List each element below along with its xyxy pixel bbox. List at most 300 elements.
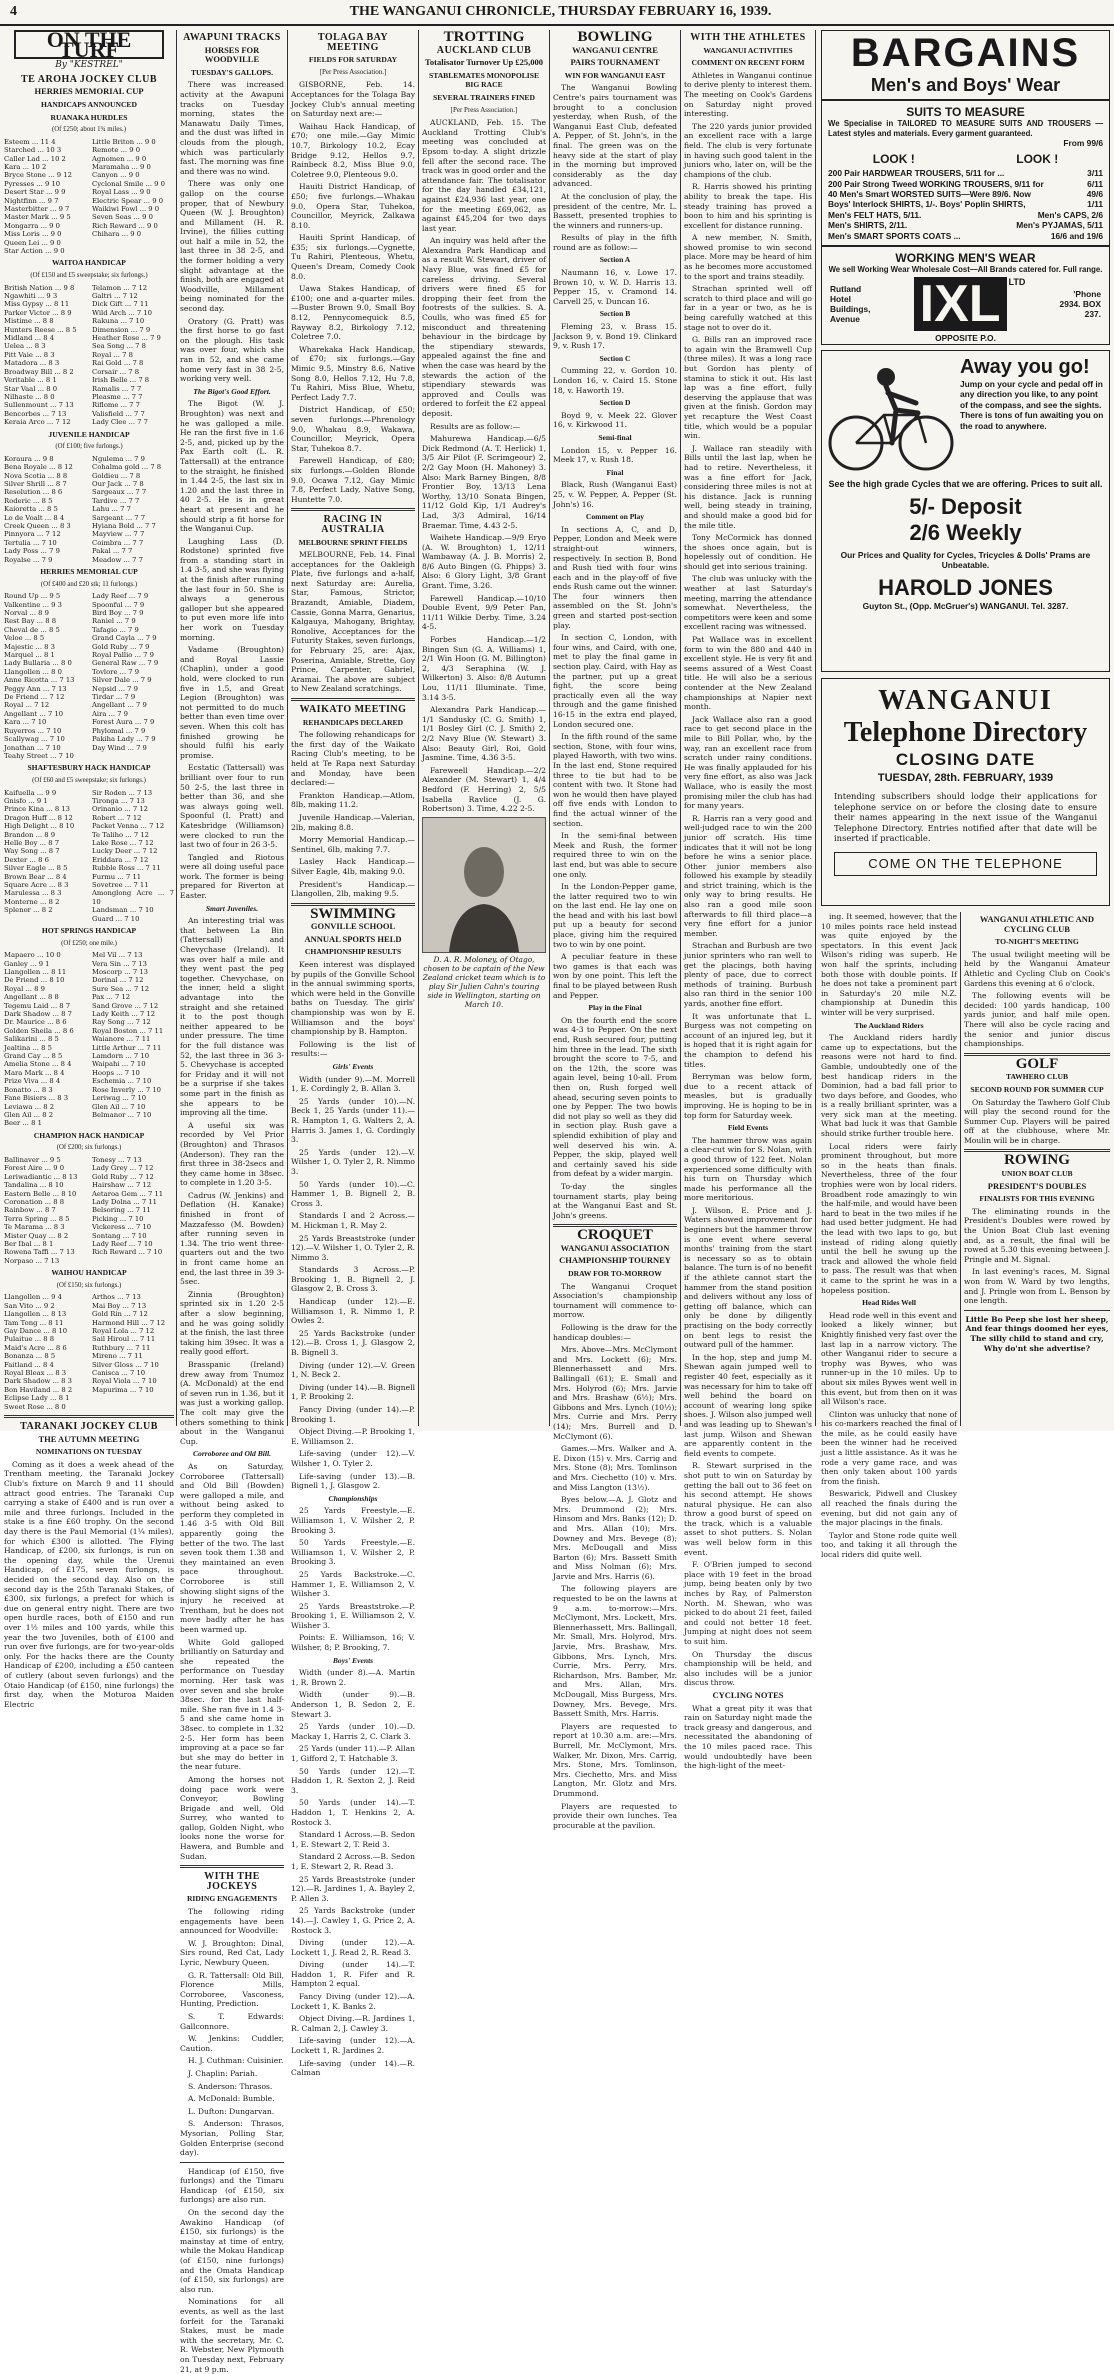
subhead: Section A — [599, 255, 631, 265]
runner-entry: Salikarini ... 8 5 — [4, 1035, 59, 1044]
runner-entry: Pleasme ... 7 7 — [92, 392, 143, 401]
runner-entry: Llangollen ... 8 13 — [4, 1310, 67, 1319]
runner-entry: Dick Gift ... 7 11 — [92, 300, 149, 309]
ad-come-on-telephone: COME ON THE TELEPHONE — [834, 852, 1097, 876]
runner-entry: Raniel ... 7 9 — [92, 617, 136, 626]
article-text: What a great pity it was that rain on Saturday night made the track greasy and dangerous, and necessitated the abandoning of the 10 miles paced race. This would undoubtedly have been the high-light of the meet- — [684, 1703, 812, 1771]
runner-entry: Rubble Ross ... 7 11 — [92, 864, 161, 873]
runner-entry: Angellant ... 8 8 — [4, 993, 59, 1002]
runner-entry: High Delight ... 8 10 — [4, 822, 75, 831]
article-text: Width (under 9).—M. Morrell 1, E. Cordingly 2, B. Allan 3. — [291, 1074, 415, 1094]
runner-entry: Tonesy ... 7 13 — [92, 1155, 142, 1164]
race-conditions: (Of £150; six furlongs.) — [56, 1281, 122, 1289]
page-number: 4 — [10, 4, 17, 19]
byline: By "KESTREL" — [55, 60, 123, 71]
runner-entry: Agnomen ... 9 0 — [92, 154, 147, 163]
headline-trotting: TROTTING — [443, 29, 525, 45]
subhead: PAIRS TOURNAMENT — [570, 57, 660, 68]
article-text: Standard 1 Across.—B. Sedon 1, E. Stewart 2, T. Reid 3. — [291, 1830, 415, 1849]
runner-entry: Queen Lei ... 9 0 — [4, 238, 61, 247]
runner-entry: Llangollen ... 9 4 — [4, 1293, 62, 1302]
runner-entry: Rainbow ... 8 7 — [4, 1206, 56, 1215]
ad-item-text: 6/11 — [1087, 178, 1103, 189]
race-conditions: (Of £60 and £5 sweepstake; six furlongs.) — [32, 776, 146, 784]
runner-entry: Hunters Reese ... 8 5 — [4, 325, 77, 334]
race-name: HERRIES MEMORIAL CUP — [40, 567, 138, 576]
runner-entry: Pyresses ... 9 10 — [4, 179, 61, 188]
runner-entry: Lucky Deer ... 7 12 — [92, 847, 158, 856]
article-text: 25 Yards Backstroke (under 14).—J. Cawley 1, G. Price 2, A. Rostock 3. — [291, 1906, 415, 1935]
article-text: Forbes Handicap.—1/2 Bingen Sun (G. A. Williams) 1, 2/1 Win Hoon (G. M. Billington) 2, 4/3 Seraphina (W. J. Wilkerton) 3. Also: 8/8 Autumn Lou, 11/11 Illuminate. Time, 3.14 3-5. — [422, 635, 546, 702]
subhead: STABLEMATES MONOPOLISE BIG RACE — [428, 70, 540, 90]
masthead-title: THE WANGANUI CHRONICLE, THURSDAY FEBRUARY 16, 1939. — [349, 4, 772, 19]
article-text: 25 Yards (under 12).—V. Wilsher 1, O. Tyler 2, R. Nimmo 3. — [291, 1147, 415, 1176]
runner-entry: Coimbra ... 7 7 — [92, 538, 144, 547]
ad-item-text: 200 Pair HARDWEAR TROUSERS, 5/11 for ... — [828, 168, 1005, 179]
advertisement-telephone-directory — [821, 678, 1110, 906]
article-text: Ecstatic (Tattersall) was brilliant over four to run 50 2-5, the last three in better than 36, and she was always going well. Spoonful (I. Pratt) and Katesbridge (Williamson) were clocked to run the last two of four in 26 3-5. — [180, 763, 284, 850]
runner-entry: Nova Scotia ... 8 8 — [4, 471, 68, 480]
article-text: Standard 2 Across.—B. Sedon 1, E. Stewart 2, R. Read 3. — [291, 1852, 415, 1871]
runner-list — [4, 951, 174, 1128]
runner-entry: Kaifuella ... 9 9 — [4, 788, 57, 797]
column-trotting — [422, 30, 546, 1426]
article-text: Life-saving (under 12).—V. Wilsher 1, O. Tyler 2. — [291, 1449, 415, 1468]
article-text: At the conclusion of play, the president of the centre, Mr. L. Bassett, presented trophies to the winners and runners-up. — [553, 191, 677, 230]
runner-entry: Star Action ... 9 0 — [4, 247, 65, 256]
runner-entry: Telamon ... 7 12 — [92, 283, 148, 292]
ad-item-text: Men's PYJAMAS, 5/11 — [1016, 220, 1103, 231]
subhead: HORSES FOR WOODVILLE — [204, 44, 260, 65]
ad-closing-date: CLOSING DATE — [895, 750, 1036, 769]
runner-entry: Lady Reef ... 7 9 — [92, 592, 149, 601]
runner-list — [4, 1156, 174, 1265]
runner-entry: Bonatto ... 8 3 — [4, 1085, 53, 1094]
runner-entry: Bryce Stone ... 9 12 — [4, 171, 72, 180]
race-name: CHAMPION HACK HANDICAP — [33, 1130, 145, 1140]
runner-entry: Lady Poss ... 7 9 — [4, 547, 60, 556]
subhead: COMMENT ON RECENT FORM — [691, 58, 805, 68]
article-text: 25 Yards (under 10).—D. Mackay 1, Harris 2, C. Clark 3. — [291, 1722, 415, 1741]
race-conditions: (Of £400 and £20 stk; 11 furlongs.) — [40, 580, 138, 588]
runner-entry: Sir Roden ... 7 13 — [92, 788, 153, 797]
article-text: Alexandra Park Handicap.—1/1 Sandusky (C. G. Smith) 1, 1/1 Bosley Girl (C. J. Smith) 2, 2/2 Navy Blue (W. Stewart) 3. Also: Beauty Girl, Roi, Gold Jasmine. Time, 4.36 3-5. — [422, 705, 546, 763]
race-name: RUANAKA HURDLES — [50, 112, 128, 122]
headline-cup: HERRIES MEMORIAL CUP — [34, 86, 144, 97]
article-text: Diving (under 12).—A. Lockett 1, J. Read 2, R. Read 3. — [291, 1938, 415, 1957]
article-text: Clinton was unlucky that none of his co-markers reached the final of the mile, as he could easily have been the winner had he received just a little assistance. As it was he rode a very game race, and was then only taken about 100 yards from the finish. — [821, 1409, 957, 1486]
article-text: Lasley Hack Handicap.—Silver Eagle, 4lb, making 9.0. — [291, 857, 415, 876]
article-text: White Gold galloped brilliantly on Saturday and she repeated the performance on Tuesday morning. Her task was over seven and she broke 38sec. for the last half-mile. She ran five in 1.4 3-5 and she came home in 38sec. to complete in 1.32 2-5. Her form has been improving at a pace so far but she may do better in the near future. — [180, 1637, 284, 1772]
article-text: R. Harris ran a very good and well-judged race to win the 200 junior off scratch. His time indicates that it will not be long before he wins a senior place. Other junior members also followed his example by steadily and strict training, which is the only way to bring results. He also ran a good mile soon afterwards to fill third place—a very fine effort for a junior member. — [684, 813, 812, 938]
photo-caption: D. A. R. Moloney, of Otago, chosen to be captain of the New Zealand cricket team which is to play Sir Julien Cahn's touring side in Wellington, starting on March 10. — [422, 954, 546, 1009]
article-text: 25 Yards Freestyle.—E. Williamson 1, V. Wilsher 2, P. Brooking 3. — [291, 1506, 415, 1535]
article-text: MELBOURNE, Feb. 14. Final acceptances for the Oakleigh Plate, five furlongs and a-half, next Saturday are: Aurelia, Star, Famous, Strictor, Brazandt, Amiable, Diadem, Cassie, Gonna Marra, Genarius, Kalgauya, Mahogany, Brightay, Ronolive, Acceptances for the Futurity Stakes, seven furlongs, for February 25, are: Ajax, Poserina, Amiable, Strette, Goy Prince, Carpenter, Gabriel, Aramai. The above are subject to New Zealand scratchings. — [291, 550, 415, 694]
runner-entry: Ramalis ... 7 7 — [92, 384, 142, 393]
runner-entry: Fane Bisiers ... 8 3 — [4, 1094, 69, 1103]
headline-handicaps: HANDICAPS ANNOUNCED — [41, 99, 137, 109]
runner-entry: Cheval de ... 8 5 — [4, 625, 60, 634]
runner-entry: Llangollen ... 8 11 — [4, 968, 67, 976]
runner-entry: Caller Lad ... 10 2 — [4, 154, 66, 163]
ad-headline: Away you go! — [960, 356, 1090, 378]
runner-entry: Amelia Stone ... 8 4 — [4, 1060, 72, 1069]
article-text: J. Wallace ran steadily with Bills until the last lap, when he had to retire. Nevertheless, it was a fine effort for Jack, considering three miles is not at his distance. Jack is running well, being steady in training, and should make a good bid for the mile title. — [684, 443, 812, 530]
article-text: H. J. Cuthman: Cuisinier. — [188, 2056, 284, 2066]
ad-look: LOOK ! — [1016, 152, 1059, 167]
article-text: J. Chaplin: Pariah. — [188, 2068, 258, 2078]
runner-entry: Silver Shrill ... 8 7 — [4, 479, 67, 488]
runner-entry: Sargeant ... 7 7 — [92, 513, 146, 522]
runner-entry: Mel Vil ... 7 13 — [92, 951, 143, 960]
runner-entry: Creek Queen ... 8 3 — [4, 521, 71, 530]
headline-athletes: WITH THE ATHLETES — [690, 32, 806, 43]
article-text: Games.—Mrs. Walker and A. E. Dixon (15) v. Mrs. Carrig and Mrs. Stone (8); Mrs. Tomlinson and Mrs. Ciechetto (10) v. Mrs. and Miss Langton (13½). — [553, 1444, 677, 1492]
article-text: Uawa Stakes Handicap, of £100; one and a-quarter miles.—Buster Brown 9.0, Small Boy 8.12, Pennycomequick 8.5, Rayway 8.2, Birkology 7.12, Coletree 7.0. — [291, 284, 415, 342]
runner-entry: Splenor ... 8 2 — [4, 906, 53, 915]
ad-opposite: OPPOSITE P.O. — [935, 332, 996, 343]
runner-entry: Square Acre ... 8 3 — [4, 880, 69, 889]
column-cycling-continued — [821, 912, 957, 1559]
runner-entry: Prize Viva ... 8 4 — [4, 1077, 61, 1086]
article-text: Waihau Hack Handicap, of £70; one mile.—Gay Mimic 10.7, Birkology 10.2, Ecay Bridge 9.12, Hellos 9.7, Rainbeck 8.2, Miss Blue 9.0, Coletree 9.0, Plenteous 9.0. — [291, 121, 415, 179]
article-text: Wharekaka Hack Handicap, of £70; six furlongs.—Gay Mimic 9.5, Minstry 8.6, Native Song 8.0, Hellos 7.12, Hu 7.8, Tu Rahiri, Miss Blue, Whetu, Perfect Lady 7.7. — [291, 344, 415, 402]
runner-entry: Monterne ... 8 2 — [4, 897, 60, 906]
article-text: District Handicap, of £50; seven furlongs.—Phrenology 9.0, Whakau 8.9, Wakawa, Councillor, Meyrick, Opera Star, Tuhekoa 8.7. — [291, 405, 415, 453]
press-line: [Per Press Association.] — [319, 67, 387, 76]
subhead: GONVILLE SCHOOL — [310, 921, 396, 932]
article-text: 50 Yards Freestyle.—E. Williamson 1, V. Wilsher 2, P. Brooking 3. — [291, 1538, 415, 1567]
article-text: Object Diving.—P. Brooking 1, E. Williamson 2. — [291, 1427, 415, 1446]
runner-entry: Veloe ... 8 5 — [4, 634, 45, 643]
runner-entry: Tandalina ... 8 10 — [4, 1181, 64, 1190]
runner-entry: Golden Sheila ... 8 6 — [4, 1026, 74, 1035]
article-text: On Saturday the Tawhero Golf Club will play the second round for the Summer Cup. Players will be paired off at the clubhouse, where Mr. Moulin will be in charge. — [964, 1097, 1110, 1145]
article-text: London 15, v. Pepper 16. Meek 17, v. Rush 18. — [553, 445, 677, 465]
ad-item-row — [822, 210, 1109, 220]
subhead: WANGANUI CENTRE — [572, 44, 658, 55]
runner-entry: Resolution ... 8 6 — [4, 488, 63, 497]
article-text: Among the horses not doing pace work were Conveyor, Bowling Brigade and well, Old Surrey, who wanted to gallop, Golden Night, who looks none the worse for Hawera, and Bumble and Sudan. — [180, 1774, 284, 1861]
runner-entry: Way Song ... 8 7 — [4, 847, 60, 856]
article-text: Athletes in Wanganui continue to derive plenty to interest them. The meeting on Cook's Gardens on Saturday night proved interesting. — [684, 70, 812, 119]
runner-entry: Matadora ... 8 3 — [4, 359, 60, 368]
runner-entry: Dorinal ... 7 12 — [92, 976, 144, 985]
article-text: Laughing Lass (D. Rodstone) sprinted five from a standing start in 1.4 3-5, and she was flying at the finish after running the last four in 50. She is always a generous galloper but she appeared to put even more life into her work on Tuesday morning. — [180, 536, 284, 642]
ad-date: TUESDAY, 28th. FEBRUARY, 1939 — [877, 772, 1054, 784]
runner-entry: Cyclonal Smile ... 9 0 — [92, 179, 165, 188]
runner-entry: Pulaitue ... 8 8 — [4, 1335, 55, 1344]
subhead: AUCKLAND CLUB — [436, 44, 532, 56]
runner-entry: Sargeaux ... 7 7 — [92, 488, 147, 497]
runner-entry: Prince Kina ... 8 13 — [4, 805, 70, 814]
article-text: Results are as follow:— — [430, 421, 521, 431]
runner-entry: Kara ... 7 10 — [4, 718, 47, 727]
runner-entry: Kaioretta ... 8 5 — [4, 505, 58, 514]
article-text: The hammer throw was again a clear-cut win for S. Nolan, with a good throw of 122 feet. Nolan experienced some difficulty with his turn on Thursday which made his performance all the more meritorious. — [684, 1135, 812, 1203]
runner-entry: Day Wind ... 7 9 — [92, 743, 147, 752]
ad-item-row — [822, 179, 1109, 189]
article-text: The 220 yards junior provided an excellent race with a large field. The club is very fortunate in having such good talent in the juniors who, later on, will be the champions of the club. — [684, 121, 812, 179]
article-text: Boyd 9, v. Meek 22. Glover 16, v. Kirkwood 11. — [553, 410, 677, 430]
subhead: WANGANUI ASSOCIATION — [560, 1242, 670, 1253]
runner-entry: Roderic ... 8 5 — [4, 496, 53, 505]
article-text: Farewell Handicap, of £80; six furlongs.—Golden Blonde 9.0, Ocawa 7.12, Gay Mimic 7.8, Perfect Lady, Native Song, Huntette 7.0. — [291, 456, 415, 504]
subhead: Head Rides Well — [862, 1298, 916, 1308]
runner-entry: Valisfield ... 7 7 — [92, 409, 145, 418]
runner-entry: Maramaha ... 9 0 — [92, 162, 151, 171]
article-text: A new member, N. Smith, showed promise to win second place. More may be heard of him as he becomes more accustomed to the sport and trains steadily. — [684, 233, 812, 281]
runner-entry: Dexter ... 8 6 — [4, 855, 49, 864]
article-text: Life-saving (under 13).—B. Bignell 1, J. Glasgow 2. — [291, 1471, 415, 1491]
ad-item-text: Boys' Interlock SHIRTS, 1/-. Boys' Poplin SHIRTS, — [828, 199, 1026, 210]
column-athletes — [684, 30, 812, 1771]
runner-entry: Ngulema ... 7 9 — [92, 454, 145, 463]
runner-entry: Helle Boy ... 8 7 — [4, 838, 60, 847]
article-text: Cumming 22, v. Gordon 10. London 16, v. Caird 15. Stone 18, v. Haworth 19. — [553, 366, 677, 395]
subhead: Boys' Events — [332, 1655, 374, 1665]
runner-entry: Hyiana Bold ... 7 7 — [92, 521, 156, 530]
subhead: Section B — [599, 309, 631, 319]
ad-item-text: 1/11 — [1087, 199, 1103, 210]
article-text: 50 Yards (under 14).—T. Haddon 1, T. Henkins 2, A. Rostock 3. — [291, 1798, 415, 1827]
runner-entry: Belmanor ... 7 10 — [92, 1110, 152, 1119]
runner-list — [4, 138, 174, 256]
ad-wanganui: WANGANUI — [878, 685, 1053, 716]
article-text: Diving (under 14).—T. Haddon 1, R. Fifer and R. Hampton 2 equal. — [291, 1960, 415, 1989]
runner-entry: Bird Boy ... 7 9 — [92, 609, 144, 617]
runner-entry: Lady Clee ... 7 7 — [92, 418, 148, 427]
subhead: FINALISTS FOR THIS EVENING — [979, 1194, 1095, 1204]
article-text: The following players are requested to be on the lawns at 9 a.m. to-morrow:—Mrs. McClymont, Mrs. Lockett, Mrs. Blennerhassett, Mrs. Ballingall, Mr. Small, Mrs. Holyrod, Mrs. Jarvie, Mrs. Brashaw, Mrs. Gibbons, Mrs. Lynch, Mrs. Currie, Mrs. Perry, Mrs. Richardson, Mrs. Bamber, Mr. and Mrs. Allan, Mrs. McDougall, Miss Burgess, Mrs. Downey, Mrs. Bevege, Mrs. Bassett Smith, Mrs. Harris. — [553, 1584, 677, 1719]
runner-entry: General Raw ... 7 9 — [92, 659, 159, 668]
runner-entry: Belsoring ... 7 11 — [92, 1206, 151, 1215]
subhead: TUESDAY'S GALLOPS. — [190, 67, 273, 77]
article-text: The club was unlucky with the weather at last Saturday's meeting, marring the attendance somewhat. Nevertheless, the competitors were keen and some excellent racing was witnessed. — [684, 574, 812, 632]
runner-entry: Gold Rin ... 7 12 — [92, 1310, 148, 1319]
headline-tolaga: TOLAGA BAY MEETING — [317, 32, 389, 53]
ad-address: Rutland Hotel Buildings, Avenue — [830, 283, 871, 324]
runner-entry: Masterbitter ... 9 7 — [4, 205, 70, 213]
runner-entry: Sweet Rose ... 8 0 — [4, 1402, 66, 1411]
runner-entry: Norval ... 8 9 — [4, 609, 49, 617]
ad-from-price: From 99/6 — [1063, 138, 1103, 149]
ad-phone: 'Phone 2934. BOX 237. — [1059, 288, 1101, 319]
cyclist-illustration-icon — [826, 355, 956, 475]
headline-golf: GOLF — [1015, 1055, 1059, 1072]
runner-list — [4, 284, 174, 427]
runner-entry: Lady Grey ... 7 12 — [92, 1164, 154, 1173]
runner-entry: Sail Hiroul ... 7 11 — [92, 1335, 156, 1344]
runner-entry: Leriwadiantic ... 8 13 — [4, 1172, 78, 1181]
runner-entry: Royal Boston ... 7 11 — [92, 1026, 164, 1035]
article-text: There was only one gallop on the course proper, that of Newbury Queen (W. J. Broughton) and Millament (H. R. Irvine), the fillies cutting out half a mile in 52, the last three in 38 2-5, and the former holding a very slight advantage at the finish, both are engaged at Woodville, Millament being nominated for the second day. — [180, 179, 284, 314]
runner-entry: Vera Sin ... 7 13 — [92, 959, 147, 968]
runner-entry: Rai Gold ... 7 8 — [92, 359, 144, 368]
race-name: SHAFTESBURY HACK HANDICAP — [27, 763, 151, 773]
advertisement-harold-jones — [821, 350, 1110, 672]
race-name: WAITOA HANDICAP — [52, 258, 126, 268]
runner-entry: Nepsid ... 7 9 — [92, 684, 138, 693]
article-text: 25 Yards (under 11).—P. Allan 1, Gifford 2, T. Hatchable 3. — [291, 1744, 415, 1763]
subhead: PRESIDENT'S DOUBLES — [987, 1180, 1087, 1191]
race-name: JUVENILE HANDICAP — [48, 429, 130, 439]
article-text: R. Harris showed his printing ability to break the tape. His steady training has proved a boon to him and his sprinting is excellent for distance running. — [684, 182, 812, 230]
article-text: There was increased activity at the Awapuni tracks on Tuesday morning, states the Manawatu Daily Times, and the dust was lifted in clouds from the plough, which was particularly fast. The morning was fine and there was no wind. — [180, 80, 284, 176]
race-name: WAIHOU HANDICAP — [51, 1268, 127, 1278]
runner-entry: Aetaroa Gem ... 7 11 — [92, 1189, 164, 1198]
subhead: Championships — [328, 1493, 378, 1503]
article-text: ing. It seemed, however, that the 10 miles points race held instead was quite enjoyed by the spectators. In this event Jack Wilson's riding was superb. He won half the sprints, including both those with double points. If he does not take a prominent part in Saturday's 20 mile N.Z. championship at Dunedin this winter will be very surprised. — [821, 912, 957, 1017]
runner-entry: Royal Lola ... 7 12 — [92, 1327, 155, 1335]
headline-croquet: CROQUET — [577, 1227, 653, 1244]
runner-entry: Tirdar ... 7 9 — [92, 693, 136, 702]
runner-entry: Amonglong Acre ... 7 10 — [92, 889, 174, 906]
race-conditions: (Of £100; five furlongs.) — [55, 443, 123, 451]
runner-entry: Arthos ... 7 13 — [92, 1293, 141, 1302]
runner-entry: Irish Belle ... 7 8 — [92, 376, 150, 385]
runner-entry: Robert ... 7 12 — [92, 813, 142, 822]
runner-entry: Little Briton ... 9 0 — [92, 137, 156, 146]
article-text: W. Jenkins: Cuddler, Caution. — [180, 2034, 284, 2053]
runner-entry: Ruthbury ... 7 11 — [92, 1343, 151, 1352]
article-text: Following is the draw for the handicap doubles:— — [553, 1323, 677, 1342]
ad-item-text: Men's SHIRTS, 2/11. — [828, 220, 908, 231]
runner-entry: British Nation ... 9 8 — [4, 283, 75, 292]
runner-entry: Llangollen ... 8 0 — [4, 667, 62, 676]
article-text: Coming as it does a week ahead of the Trentham meeting, the Taranaki Jockey Club's fixture on March 9 and 11 should attract good entries. The Taranaki Cup carrying a stake of £400 and is run over a mile and three furlongs. Included in the stake is a fine £60 trophy. On the second day there is the Paul Memorial (1¼ miles), for which £300 is allotted. The Flying Handicap, of £200, six furlongs, is run on the opening day, while the Urenui Handicap, of £175, seven furlongs, is decided on the second day. Also on the second day is the 25th Taranaki Stakes, of £300, six furlongs, a prefect for which is due on general entry night. There are two open hurdle races, both of £150 and run over 1½ miles and 100 yards, while this year the two Juveniles, both of £100 and run over five furlongs, are for two-year-olds only. For the hacks there are the County Handicap of £200, including a £50 canteen of cutlery (about seven furlongs) and the Otaio Handicap (of £150, nine furlongs) the first day, when the Moturoa Maiden Electric — [4, 1459, 174, 1709]
article-text: In the hop, step and jump M. Shewan again jumped well to register 40 feet, especially as it was necessary for him to take off well behind the board on account of wearing long spike shoes. J. Wilson also jumped well and was leading up to Shewan's last jump. Wilson and Shewan are apparently content in the field events to compete. — [684, 1352, 812, 1458]
article-text: Hauiti Sprint Handicap, of £35; six furlongs.—Cygnette, Tu Rahiri, Plenteous, Whetu, Queen's Dream, Comedy Cook 8.0. — [291, 233, 415, 281]
ad-item-text: 40 Men's Smart WORSTED SUITS—Were 89/6. Now — [828, 189, 1031, 199]
article-text: G. R. Tattersall: Old Bill, Florence Mills, Corroboree, Vasconess, Hunting, Prediction. — [180, 1970, 284, 2009]
article-text: In the London-Pepper game, the latter required two to win on the last end. He lay one on the head and with his last bowl put up a beauty for second place, giving him the required two to win by one point. — [553, 882, 677, 949]
runner-entry: Uelea ... 8 3 — [4, 342, 46, 351]
runner-entry: Harmond Hill ... 7 12 — [92, 1318, 166, 1327]
subhead: DRAW FOR TO-MORROW — [568, 1269, 662, 1279]
runner-entry: Pinnyora ... 7 12 — [4, 530, 61, 539]
runner-entry: Anne Ricotta ... 7 13 — [4, 676, 75, 685]
article-text: Keen interest was displayed by pupils of the Gonville School in the annual swimming sports, which were held in the Gonville baths on Tuesday. The girls' championship was won by E. Williamson and the boys' championship by B. Hampton. — [291, 960, 415, 1037]
article-text: Diving (under 12).—V. Green 1, N. Beck 2. — [291, 1360, 415, 1380]
article-text: Life-saving (under 14).—R. Calman — [291, 2058, 415, 2078]
subhead: Comment on Play — [585, 512, 645, 522]
runner-entry: Mapurima ... 7 10 — [92, 1385, 154, 1394]
runner-entry: Royal ... 8 9 — [4, 984, 45, 993]
ad-wholesale: We sell Working Wear Wholesale Cost—All Brands catered for. Full range. — [828, 265, 1103, 275]
runner-list — [4, 455, 174, 564]
article-text: Players are requested to report at 10.30 a.m. are:—Mrs. Burrell, Mr. McClymont, Mrs. Walker, Mr. Dixon, Mrs. Carrig, Mrs. Stone, Mrs. Tomlinson, Mrs. Ciechetto, Mrs. and Miss Langton, Mr. Glotz and Mrs. Drummond. — [553, 1721, 677, 1798]
runner-entry: Pakiha Lady ... 7 9 — [92, 735, 156, 744]
runner-entry: Lake Rose ... 7 12 — [92, 838, 154, 847]
article-text: Naumann 16, v. Lowe 17. Brown 10, v. W. D. Harris 13. Pepper 15, v. Cramond 14. Carvell 25, v. Duncan 16. — [553, 268, 677, 306]
race-list — [4, 113, 174, 1412]
runner-entry: Tertulia ... 7 10 — [4, 538, 57, 547]
runner-entry: Brandon ... 8 9 — [4, 830, 56, 839]
ixl-logo: IXL — [914, 277, 1007, 331]
runner-entry: Mara Mark ... 8 4 — [4, 1068, 65, 1077]
runner-entry: Packet Venna ... 7 12 — [92, 822, 165, 831]
article-text: Results of play in the fifth round are as follow:— — [553, 233, 677, 252]
runner-entry: Tovlore ... 7 9 — [92, 667, 140, 676]
ad-see-cycles: See the high grade Cycles that we are offering. Prices to suit all. — [828, 479, 1103, 489]
article-text: Object Diving.—R. Jardines 1, R. Calman 2, J. Cawley 3. — [291, 2014, 415, 2033]
runner-entry: Cohalma gold ... 7 8 — [92, 463, 162, 472]
subhead: TAWHERO CLUB — [1005, 1072, 1069, 1082]
runner-entry: Bena Royale ... 8 12 — [4, 463, 73, 472]
runner-entry: Mongarra ... 9 0 — [4, 221, 60, 230]
ad-item-text: 49/6 — [1086, 189, 1103, 199]
headline-autumn: THE AUTUMN MEETING — [38, 1433, 140, 1444]
article-text: To-day the singles tournament starts, play being at the Wanganui East and St. John's greens. — [553, 1181, 677, 1220]
article-text: 25 Yards Backstroke (under 12).—B. Cross 1, J. Glasgow 2, B. Bignell 3. — [291, 1328, 415, 1358]
runner-entry: Silver Eagle ... 8 5 — [4, 864, 68, 873]
column-bowling-croquet — [553, 29, 677, 1830]
article-text: Byes below.—A. J. Glotz and Mrs. Drummond (2); Mrs. Hinsom and Mrs. Banks (12); D. and Mrs. Allan (10); Mrs. Downey and Mrs. Bevege (8); Mrs. McDougall and Miss Barton (6); Mrs. Bassett Smith and Miss Nolman (6); Mrs. Jarvie and Mrs. Harris (6). — [553, 1495, 677, 1581]
ad-item-row — [822, 199, 1109, 209]
subhead: ANNUAL SPORTS HELD — [304, 933, 402, 944]
headline-taranaki: TARANAKI JOCKEY CLUB — [20, 1421, 158, 1433]
runner-entry: Te Marama ... 8 3 — [4, 1223, 65, 1232]
runner-entry: Teahy Street ... 7 10 — [4, 751, 74, 760]
runner-list — [4, 592, 174, 760]
subhead: SECOND ROUND FOR SUMMER CUP — [970, 1084, 1104, 1094]
article-text: S. T. Edwards: Gallconnore. — [180, 2011, 284, 2031]
runner-entry: Sullenmount ... 7 13 — [4, 401, 74, 410]
article-text: Points: E. Williamson, 16; V. Wilsher, 8; P. Brooking, 7. — [291, 1633, 415, 1653]
runner-list — [4, 789, 174, 924]
article-text: Players are requested to provide their own lunches. Tea procurable at the pavilion. — [553, 1801, 677, 1830]
article-text: Farewell Handicap.—10/10 Double Event, 9/9 Peter Pan, 11/11 Wilkie Derby. Time, 3.24 4-5. — [422, 593, 546, 632]
column-on-the-turf — [4, 27, 174, 1709]
runner-entry: Chihara ... 9 0 — [92, 230, 142, 239]
runner-entry: Mayview ... 7 7 — [92, 530, 145, 539]
article-text: Strachan sprinted well off scratch to third place and will go far in a year or two, as he is being carefully watched at this stage not to over do it. — [684, 284, 812, 332]
runner-entry: Faitland ... 8 4 — [4, 1360, 54, 1369]
press-line: [Per Press Association.] — [450, 105, 518, 114]
race-name: HOT SPRINGS HANDICAP — [41, 926, 137, 935]
runner-entry: Lady Reef ... 7 10 — [92, 1239, 153, 1248]
runner-entry: Midland ... 8 4 — [4, 334, 55, 343]
runner-entry: Picking ... 7 10 — [92, 1214, 144, 1223]
article-text: R. Stewart surprised in the shot putt to win on Saturday by getting the ball out to 36 feet on his second attempt. He shows natural physique. He can also throw a good burst of speed on the track, which is a valuable asset to shot putters. S. Nolan was well below form in this event. — [684, 1461, 812, 1557]
race-conditions: (Of £250; about 1¾ miles.) — [52, 126, 126, 134]
runner-entry: Round Up ... 9 5 — [4, 592, 61, 601]
subhead: WANGANUI ACTIVITIES — [703, 45, 793, 55]
runner-entry: Miss Gypsy ... 8 11 — [4, 300, 70, 309]
headline-bowling: BOWLING — [577, 29, 653, 45]
runner-entry: Jonathan ... 7 10 — [4, 743, 61, 752]
ad-item-text: 3/11 — [1087, 168, 1103, 179]
article-text: Head rode well in this event and looked a likely winner, but Knightly finished very fast over the last lap in a narrow victory. The other Wanganui rider to secure a trophy was Bywes, who was runner-up in the 10 miles. Up to about six miles Bywes went well in this event, but from then on it was all Wilson's race. — [821, 1310, 957, 1407]
runner-entry: Te Taliho ... 7 12 — [92, 830, 149, 839]
runner-entry: Jealtina ... 8 5 — [4, 1043, 52, 1052]
article-text: An interesting trial was that between La Bin (Tattersall) and Chevychase (Ireland). It was over half a mile and they went past the peg together. Chevychase, on the inner, held a slight advantage into the straight and she retained it to the post though neither appeared to be under pressure. The time for the full distance was 52, the last three in 36 3-5. Chevychase is accepted for Friday and it will not be a surprise if she takes some part in the finish as she appears to be improving all the time. — [180, 916, 284, 1118]
runner-entry: Sovetree ... 7 11 — [92, 880, 149, 889]
article-text: Fareweell Handicap.—2/2 Alexander (M. Stewart) 1, 4/4 Bedford (F. Herring) 2, 5/5 Isabella Ravlice (J. G. Robertson) 3. Time, 4.22 2-5. — [422, 765, 546, 814]
article-text: 25 Yards (under 10).—N. Beck 1, 25 Yards (under 11).—R. Hampton 1, G. Walters 2, A. Harris 3. James 1, G. Cordingly 3. — [291, 1096, 415, 1145]
runner-entry: Brown Bear ... 8 4 — [4, 872, 67, 881]
runner-entry: Koraura ... 9 8 — [4, 454, 54, 463]
column-awapuni — [180, 30, 284, 2374]
runner-list — [4, 1293, 174, 1411]
article-text: Standards I and 2 Across.—M. Hickman 1, R. May 2. — [291, 1211, 415, 1230]
runner-entry: Rich Reward ... 7 10 — [92, 1248, 163, 1257]
runner-entry: Our Jack ... 7 8 — [92, 479, 144, 488]
headline-swimming: SWIMMING — [310, 905, 396, 922]
article-text: Brasspanic (Ireland) drew away from Tnumoz (A. McDonald) at the end of seven run in 1.36, but it was just a working gallop. The colt may give the others something to think about in the Wanganui Cup. — [180, 1359, 284, 1446]
ad-item-row — [822, 220, 1109, 230]
